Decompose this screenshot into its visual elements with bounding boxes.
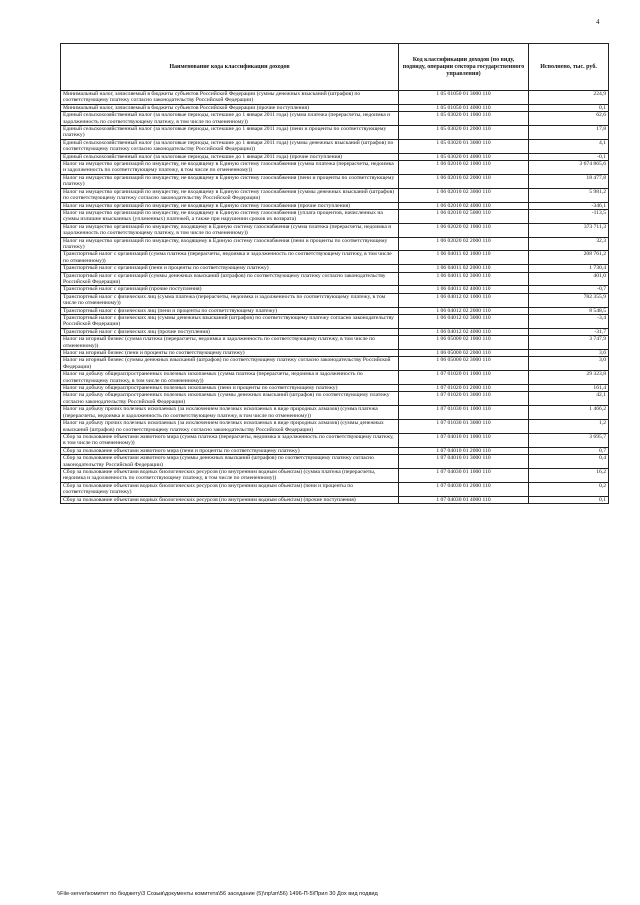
row-code-cell: 1 05 03020 01 1000 110 bbox=[399, 112, 529, 126]
table-header-row bbox=[61, 44, 609, 91]
table-row bbox=[61, 455, 609, 469]
file-path-footer: \\File-server\комитет по бюджету\3 Созыв\документы комитета\56 заседание (5)\пр\зп\56) 1496-П-5\Прил 30 Дох вид подвид bbox=[57, 891, 378, 897]
row-value-cell: -0,1 bbox=[529, 153, 609, 160]
row-code-cell: 1 05 03020 01 2000 110 bbox=[399, 126, 529, 140]
row-value-cell: 0,1 bbox=[529, 104, 609, 111]
row-value-cell: 42,1 bbox=[529, 392, 609, 406]
row-code-cell: 1 06 04011 02 1000 110 bbox=[399, 251, 529, 265]
row-name-cell: Налог на имущество организаций по имуществу, не входящему в Единую систему газоснабжения (сумма платежа (перерасчеты, недоимка и задолженность по соответствующему платежу, в том числе по отмененному)) bbox=[61, 161, 399, 175]
row-code-cell: 1 06 02010 02 2000 110 bbox=[399, 174, 529, 188]
row-name-cell: Транспортный налог с организаций (пени и проценты по соответствующему платежу) bbox=[61, 265, 399, 272]
row-name-cell: Налог на имущество организаций по имуществу, входящему в Единую систему газоснабжения (сумма платежа (перерасчеты, недоимка и задолженность по соответствующему платежу, в том числе по отмененному)) bbox=[61, 223, 399, 237]
header-name-column: Наименование кода классификации доходов bbox=[61, 44, 399, 91]
row-code-cell: 1 05 01050 01 4000 110 bbox=[399, 104, 529, 111]
row-code-cell: 1 07 01020 01 1000 110 bbox=[399, 371, 529, 385]
table-row bbox=[61, 315, 609, 329]
row-value-cell: 1 466,2 bbox=[529, 406, 609, 420]
row-name-cell: Минимальный налог, зачисляемый в бюджеты субъектов Российской Федерации (прочие поступления) bbox=[61, 104, 399, 111]
row-code-cell: 1 07 04010 01 2000 110 bbox=[399, 447, 529, 454]
row-value-cell: 8 548,5 bbox=[529, 307, 609, 314]
row-code-cell: 1 06 04011 02 3000 110 bbox=[399, 272, 529, 286]
row-name-cell: Сбор за пользование объектами водных биологических ресурсов (по внутренним водным объектам) (сумма платежа (перерасчеты, недоимка и задолженность по соответствующему платежу, в том числе по отмененному)) bbox=[61, 468, 399, 482]
row-value-cell: 1,2 bbox=[529, 420, 609, 434]
table-row bbox=[61, 265, 609, 272]
row-name-cell: Единый сельскохозяйственный налог (за налоговые периоды, истекшие до 1 января 2011 года) (суммы денежных взысканий (штрафов) по соответствующему платежу согласно законодательству Российской Федерации)) bbox=[61, 139, 399, 153]
row-name-cell: Сбор за пользование объектами водных биологических ресурсов (по внутренним водным объектам) (прочие поступления) bbox=[61, 496, 399, 503]
row-code-cell: 1 06 05000 02 1000 110 bbox=[399, 336, 529, 350]
row-value-cell: 3 695,7 bbox=[529, 433, 609, 447]
header-code-column: Код классификации доходов (по виду, подвиду, операции сектора государственного управления) bbox=[399, 44, 529, 91]
table-row bbox=[61, 392, 609, 406]
row-value-cell: 18 477,8 bbox=[529, 174, 609, 188]
row-value-cell: 373 711,3 bbox=[529, 223, 609, 237]
row-name-cell: Единый сельскохозяйственный налог (за налоговые периоды, истекшие до 1 января 2011 года) (сумма платежа (перерасчеты, недоимка и задолженность по соответствующему платежу, в том числе по отмененному)) bbox=[61, 112, 399, 126]
row-code-cell: 1 06 04012 02 2000 110 bbox=[399, 307, 529, 314]
row-value-cell: 1 730,4 bbox=[529, 265, 609, 272]
row-name-cell: Налог на имущество организаций по имуществу, не входящему в Единую систему газоснабжения (суммы денежных взысканий (штрафов) по соответствующему платежу согласно законодательству Российской Федерации) bbox=[61, 188, 399, 202]
row-name-cell: Налог на добычу прочих полезных ископаемых (за исключением полезных ископаемых в виде природных алмазов) (сумма платежа (перерасчеты, недоимка и задолженность по соответствующему платежу, в том числе по отмененному)) bbox=[61, 406, 399, 420]
row-name-cell: Единый сельскохозяйственный налог (за налоговые периоды, истекшие до 1 января 2011 года) (пени и проценты по соответствующему платежу) bbox=[61, 126, 399, 140]
row-code-cell: 1 07 01030 01 3000 110 bbox=[399, 420, 529, 434]
row-value-cell: 3 747,9 bbox=[529, 336, 609, 350]
row-value-cell: 0,2 bbox=[529, 482, 609, 496]
table-row bbox=[61, 357, 609, 371]
row-name-cell: Единый сельскохозяйственный налог (за налоговые периоды, истекшие до 1 января 2011 года) (прочие поступления) bbox=[61, 153, 399, 160]
table-row bbox=[61, 112, 609, 126]
row-code-cell: 1 06 04011 02 2000 110 bbox=[399, 265, 529, 272]
row-value-cell: 5 981,2 bbox=[529, 188, 609, 202]
table-row bbox=[61, 237, 609, 251]
table-row bbox=[61, 126, 609, 140]
row-code-cell: 1 06 04012 02 1000 110 bbox=[399, 293, 529, 307]
table-row bbox=[61, 468, 609, 482]
row-value-cell: 401,0 bbox=[529, 272, 609, 286]
row-code-cell: 1 06 02020 02 1000 110 bbox=[399, 223, 529, 237]
table-row bbox=[61, 447, 609, 454]
row-code-cell: 1 05 01050 01 3000 110 bbox=[399, 91, 529, 105]
row-value-cell: 3,6 bbox=[529, 350, 609, 357]
row-value-cell: -3,4 bbox=[529, 315, 609, 329]
table-row bbox=[61, 174, 609, 188]
row-code-cell: 1 06 02010 02 1000 110 bbox=[399, 161, 529, 175]
table-row bbox=[61, 223, 609, 237]
table-body bbox=[61, 91, 609, 504]
row-code-cell: 1 06 02010 02 3000 110 bbox=[399, 188, 529, 202]
row-name-cell: Сбор за пользование объектами водных биологических ресурсов (по внутренним водным объектам) (пени и проценты по соответствующему платежу) bbox=[61, 482, 399, 496]
row-name-cell: Транспортный налог с организаций (сумма платежа (перерасчеты, недоимка и задолженность по соответствующему платежу, в том числе по отмененному)) bbox=[61, 251, 399, 265]
row-name-cell: Налог на имущество организаций по имуществу, не входящему в Единую систему газоснабжения (пени и проценты по соответствующему платежу) bbox=[61, 174, 399, 188]
row-value-cell: 208 761,2 bbox=[529, 251, 609, 265]
header-value-column: Исполнено, тыс. руб. bbox=[529, 44, 609, 91]
row-code-cell: 1 07 01020 01 2000 110 bbox=[399, 385, 529, 392]
table-row bbox=[61, 350, 609, 357]
table-row bbox=[61, 272, 609, 286]
row-name-cell: Сбор за пользование объектами животного мира (пени и проценты по соответствующему платежу) bbox=[61, 447, 399, 454]
row-code-cell: 1 06 04012 02 4000 110 bbox=[399, 328, 529, 335]
row-value-cell: 161,4 bbox=[529, 385, 609, 392]
row-code-cell: 1 05 03020 01 3000 110 bbox=[399, 139, 529, 153]
table-row bbox=[61, 328, 609, 335]
row-name-cell: Налог на имущество организаций по имуществу, не входящему в Единую систему газоснабжения (прочие поступления) bbox=[61, 202, 399, 209]
row-code-cell: 1 07 04010 01 3000 110 bbox=[399, 455, 529, 469]
row-code-cell: 1 06 04011 02 4000 110 bbox=[399, 286, 529, 293]
row-value-cell: -346,1 bbox=[529, 202, 609, 209]
revenue-table bbox=[60, 43, 609, 504]
table-row bbox=[61, 371, 609, 385]
row-code-cell: 1 06 05000 02 2000 110 bbox=[399, 350, 529, 357]
row-value-cell: 32,3 bbox=[529, 237, 609, 251]
table-row bbox=[61, 482, 609, 496]
row-name-cell: Сбор за пользование объектами животного мира (суммы денежных взысканий (штрафов) по соответствующему платежу согласно законодательству Российской Федерации) bbox=[61, 455, 399, 469]
row-code-cell: 1 07 04030 01 2000 110 bbox=[399, 482, 529, 496]
row-name-cell: Налог на добычу общераспространенных полезных ископаемых (сумма платежа (перерасчеты, недоимка и задолженность по соответствующему платежу, в том числе по отмененному)) bbox=[61, 371, 399, 385]
row-value-cell: 29 323,8 bbox=[529, 371, 609, 385]
row-name-cell: Транспортный налог с физических лиц (сумма платежа (перерасчеты, недоимка и задолженность по соответствующему платежу, в том числе по отмененному)) bbox=[61, 293, 399, 307]
row-value-cell: 0,1 bbox=[529, 496, 609, 503]
row-value-cell: 3 674 865,6 bbox=[529, 161, 609, 175]
row-name-cell: Налог на игорный бизнес (суммы денежных взысканий (штрафов) по соответствующему платежу согласно законодательству Российской Федерации) bbox=[61, 357, 399, 371]
row-name-cell: Налог на добычу общераспространенных полезных ископаемых (суммы денежных взысканий (штрафов) по соответствующему платежу согласно законодательству Российской Федерации) bbox=[61, 392, 399, 406]
table-row bbox=[61, 104, 609, 111]
row-code-cell: 1 06 02020 02 2000 110 bbox=[399, 237, 529, 251]
row-code-cell: 1 06 02010 02 5000 110 bbox=[399, 209, 529, 223]
row-value-cell: 224,9 bbox=[529, 91, 609, 105]
row-value-cell: -0,7 bbox=[529, 286, 609, 293]
table-row bbox=[61, 139, 609, 153]
row-code-cell: 1 07 01030 01 1000 110 bbox=[399, 406, 529, 420]
table-row bbox=[61, 307, 609, 314]
row-code-cell: 1 07 04030 01 4000 110 bbox=[399, 496, 529, 503]
table-row bbox=[61, 188, 609, 202]
row-code-cell: 1 07 01020 01 3000 110 bbox=[399, 392, 529, 406]
row-code-cell: 1 07 04030 01 1000 110 bbox=[399, 468, 529, 482]
row-name-cell: Сбор за пользование объектами животного мира (сумма платежа (перерасчеты, недоимка и задолженность по соответствующему платежу, в том числе по отмененному)) bbox=[61, 433, 399, 447]
row-value-cell: 17,8 bbox=[529, 126, 609, 140]
row-name-cell: Транспортный налог с организаций (суммы денежных взысканий (штрафов) по соответствующему платежу согласно законодательству Российской Федерации) bbox=[61, 272, 399, 286]
row-value-cell: 16,2 bbox=[529, 468, 609, 482]
table-row bbox=[61, 91, 609, 105]
row-value-cell: -31,7 bbox=[529, 328, 609, 335]
table-row bbox=[61, 293, 609, 307]
row-value-cell: 0,4 bbox=[529, 455, 609, 469]
row-code-cell: 1 07 04010 01 1000 110 bbox=[399, 433, 529, 447]
table-row bbox=[61, 336, 609, 350]
table-row bbox=[61, 496, 609, 503]
row-code-cell: 1 06 04012 02 3000 110 bbox=[399, 315, 529, 329]
row-name-cell: Налог на добычу прочих полезных ископаемых (за исключением полезных ископаемых в виде природных алмазов) (суммы денежных взысканий (штрафов) по соответствующему платежу согласно законодательству Российской Федерации) bbox=[61, 420, 399, 434]
table-row bbox=[61, 153, 609, 160]
row-value-cell: 4,1 bbox=[529, 139, 609, 153]
table-row bbox=[61, 406, 609, 420]
row-name-cell: Налог на игорный бизнес (сумма платежа (перерасчеты, недоимка и задолженность по соответствующему платежу, в том числе по отмененному)) bbox=[61, 336, 399, 350]
table-row bbox=[61, 161, 609, 175]
row-name-cell: Транспортный налог с физических лиц (пени и проценты по соответствующему платежу) bbox=[61, 307, 399, 314]
table-row bbox=[61, 202, 609, 209]
table-row bbox=[61, 420, 609, 434]
row-value-cell: 62,6 bbox=[529, 112, 609, 126]
table-row bbox=[61, 385, 609, 392]
table-row bbox=[61, 433, 609, 447]
row-name-cell: Минимальный налог, зачисляемый в бюджеты субъектов Российской Федерации (суммы денежных взысканий (штрафов) по соответствующему платежу согласно законодательству Российской Федерации) bbox=[61, 91, 399, 105]
row-name-cell: Налог на имущество организаций по имуществу, входящему в Единую систему газоснабжения (пени и проценты по соответствующему платежу) bbox=[61, 237, 399, 251]
row-code-cell: 1 06 05000 02 3000 110 bbox=[399, 357, 529, 371]
table-row bbox=[61, 286, 609, 293]
row-name-cell: Транспортный налог с физических лиц (прочие поступления) bbox=[61, 328, 399, 335]
row-name-cell: Налог на игорный бизнес (пени и проценты по соответствующему платежу) bbox=[61, 350, 399, 357]
table-row bbox=[61, 251, 609, 265]
row-code-cell: 1 06 02010 02 4000 110 bbox=[399, 202, 529, 209]
row-value-cell: 782 355,9 bbox=[529, 293, 609, 307]
page-number: 4 bbox=[596, 18, 600, 26]
row-code-cell: 1 05 03020 01 4000 110 bbox=[399, 153, 529, 160]
row-value-cell: 0,7 bbox=[529, 447, 609, 454]
row-value-cell: 3,0 bbox=[529, 357, 609, 371]
row-name-cell: Налог на добычу общераспространенных полезных ископаемых (пени и проценты по соответствующему платежу) bbox=[61, 385, 399, 392]
row-name-cell: Транспортный налог с физических лиц (суммы денежных взысканий (штрафов) по соответствующему платежу согласно законодательству Российской Федерации) bbox=[61, 315, 399, 329]
row-name-cell: Налог на имущество организаций по имуществу, не входящему в Единую систему газоснабжения (уплата процентов, начисленных на суммы излишне взысканных (уплаченных) платежей, а также при нарушении сроков их возврата) bbox=[61, 209, 399, 223]
row-name-cell: Транспортный налог с организаций (прочие поступления) bbox=[61, 286, 399, 293]
table-row bbox=[61, 209, 609, 223]
row-value-cell: -113,5 bbox=[529, 209, 609, 223]
